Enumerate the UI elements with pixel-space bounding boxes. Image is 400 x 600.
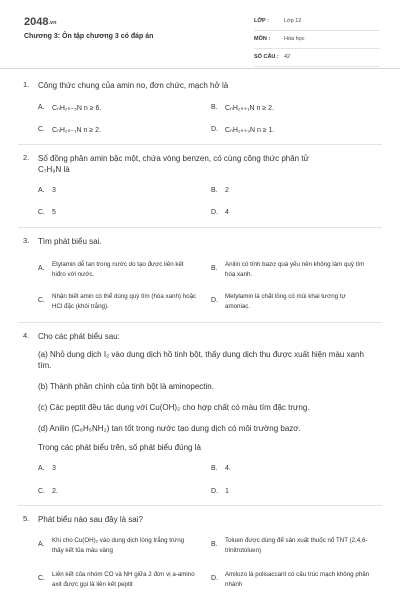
question-count-label: SỐ CÂU :	[254, 54, 279, 60]
option-letter: A.	[38, 465, 45, 472]
question-divider	[18, 144, 382, 145]
option-letter: D.	[211, 297, 218, 304]
worksheet-header	[0, 0, 400, 69]
option-letter: B.	[211, 104, 218, 111]
option-letter: D.	[211, 575, 218, 582]
question-number: 1.	[23, 80, 30, 89]
statement-b: (b) Thành phần chính của tinh bột là aminopectin.	[38, 382, 214, 391]
option-letter: B.	[211, 541, 218, 548]
subject-label: MÔN :	[254, 36, 271, 42]
option-letter: A.	[38, 265, 45, 272]
question-text: Phát biểu nào sau đây là sai?	[38, 515, 143, 524]
option-text: CₙH₂ₙ₊₃N n ≥ 1.	[225, 127, 275, 134]
option-text: 4.	[225, 465, 231, 472]
logo-text: 2048	[24, 16, 49, 28]
statement-c: (c) Các peptit đều tác dụng với Cu(OH)₂ cho hợp chất có màu tím đặc trưng.	[38, 403, 310, 412]
option-text: Toluen được dùng để sản xuất thuốc nổ TNT (2,4,6-trinitrotoluen)	[225, 537, 368, 554]
option-text: 2.	[52, 488, 58, 495]
question-text-cont: C₇H₉N là	[38, 165, 70, 174]
option-letter: A.	[38, 541, 45, 548]
question-4	[0, 331, 400, 506]
question-2	[0, 153, 400, 223]
option-letter: C.	[38, 209, 45, 216]
class-label: LỚP :	[254, 18, 269, 24]
option-letter: A.	[38, 104, 45, 111]
option-text: 3	[52, 187, 56, 194]
question-prompt: Trong các phát biểu trên, số phát biểu đúng là	[38, 443, 201, 452]
question-count-value: 42	[284, 54, 291, 60]
question-text: Công thức chung của amin no, đơn chức, mạch hở là	[38, 81, 229, 90]
question-number: 2.	[23, 153, 30, 162]
option-letter: B.	[211, 265, 218, 272]
option-text: 3	[52, 465, 56, 472]
question-divider	[18, 505, 382, 506]
option-letter: C.	[38, 297, 45, 304]
question-1	[0, 80, 400, 145]
option-letter: C.	[38, 488, 45, 495]
option-letter: C.	[38, 575, 45, 582]
option-letter: B.	[211, 465, 218, 472]
option-text: 2	[225, 187, 229, 194]
option-text: 4	[225, 209, 229, 216]
question-number: 3.	[23, 236, 30, 245]
option-letter: D.	[211, 209, 218, 216]
option-text: 1	[225, 488, 229, 495]
question-5	[0, 514, 400, 600]
option-letter: A.	[38, 187, 45, 194]
option-letter: B.	[211, 187, 218, 194]
site-logo[interactable]	[24, 16, 56, 28]
option-text: Metylamin là chất lỏng có mùi khai tương tự amoniac.	[225, 293, 346, 310]
class-value: Lớp 12	[284, 18, 302, 24]
option-text: 5	[52, 209, 56, 216]
question-3	[0, 236, 400, 321]
question-divider	[18, 227, 382, 228]
option-text: Nhận biết amin có thể dùng quỳ tím (hóa xanh) hoặc HCl đặc (khói trắng).	[52, 293, 197, 310]
question-divider	[18, 322, 382, 323]
question-text: Cho các phát biểu sau:	[38, 332, 120, 341]
option-letter: D.	[211, 488, 218, 495]
option-text: Liên kết của nhóm CO và NH giữa 2 đơn vị a-amino axit được gọi là liên kết peptit	[52, 571, 195, 588]
worksheet-meta	[254, 17, 380, 71]
option-text: CₙH₂ₙ₋₅N n ≥ 6.	[52, 105, 102, 112]
meta-row-class	[254, 17, 380, 31]
option-letter: C.	[38, 126, 45, 133]
statement-d: (d) Anilin (C₆H₅NH₂) tan tốt trong nước tạo dung dịch có môi trường bazơ.	[38, 424, 301, 433]
logo-domain: .vn	[48, 20, 57, 26]
meta-row-subject	[254, 35, 380, 49]
option-text: Anilin có tính bazơ quá yếu nên không làm quỳ tím hóa xanh.	[225, 261, 365, 278]
question-number: 5.	[23, 514, 30, 523]
statement-a: (a) Nhỏ dung dịch I₂ vào dung dịch hồ tinh bột, thấy dung dịch thu được xuất hiện màu xanh tím.	[38, 350, 364, 370]
option-text: CₙH₂ₙ₋₁N n ≥ 2.	[52, 127, 101, 134]
question-text: Số đồng phân amin bậc một, chứa vòng benzen, có cùng công thức phân tử	[38, 154, 309, 163]
option-letter: D.	[211, 126, 218, 133]
meta-row-count	[254, 53, 380, 67]
option-text: CₙH₂ₙ₊₁N n ≥ 2.	[225, 105, 274, 112]
chapter-title: Chương 3: Ôn tập chương 3 có đáp án	[24, 33, 154, 40]
option-text: Etylamin dễ tan trong nước do tạo được liên kết hiđro với nước.	[52, 261, 184, 278]
subject-value: Hóa học	[284, 36, 305, 42]
option-text: Amilozo là polisaccarit có cấu trúc mạch không phân nhánh	[225, 571, 370, 588]
question-number: 4.	[23, 331, 30, 340]
option-text: Khi cho Cu(OH)₂ vào dung dịch lòng trắng trứng thấy kết tủa màu vàng	[52, 537, 185, 554]
question-text: Tìm phát biểu sai.	[38, 237, 102, 246]
